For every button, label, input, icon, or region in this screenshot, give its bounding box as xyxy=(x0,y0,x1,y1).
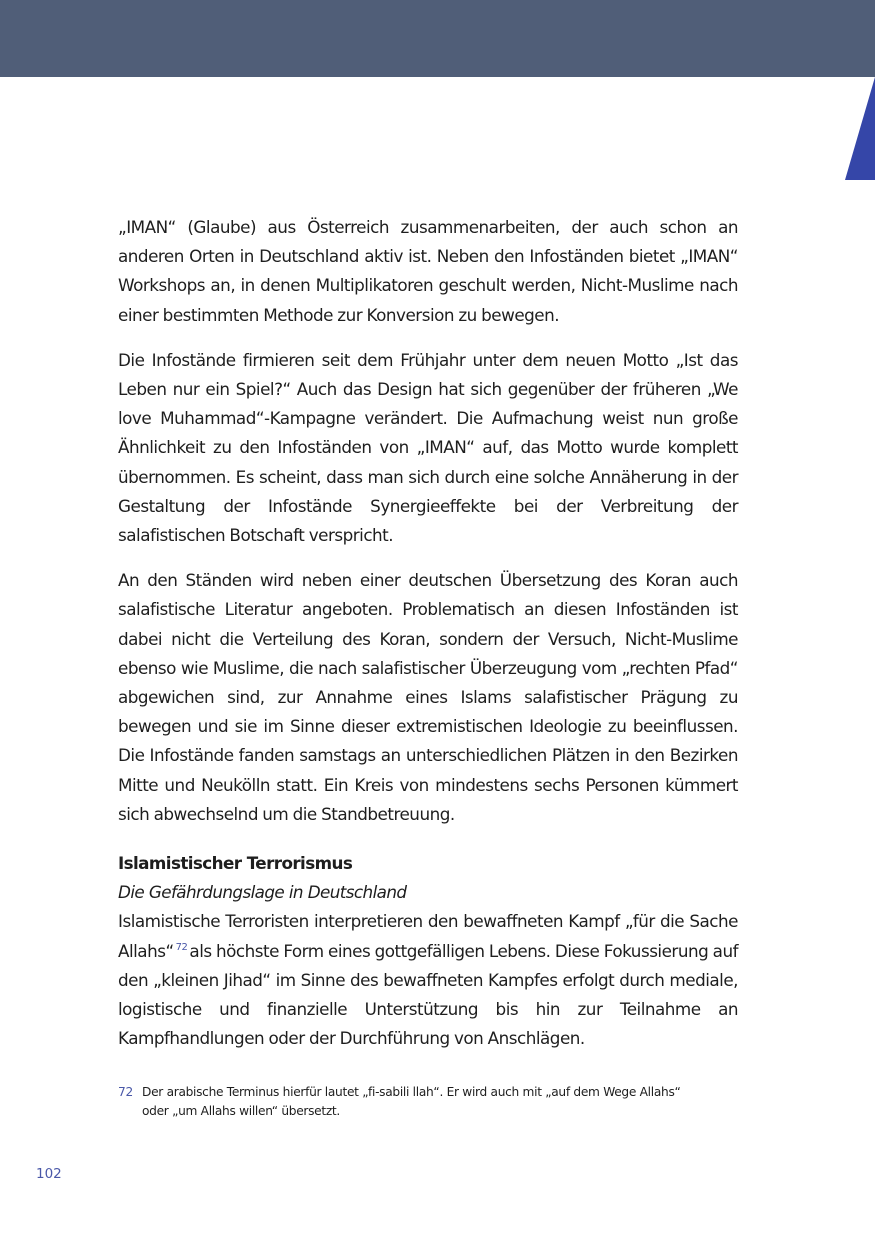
corner-tab xyxy=(845,77,875,180)
footnote-line-1 xyxy=(118,1083,738,1102)
section-subheading: Die Gefährdungslage in Deutschland xyxy=(118,882,407,903)
footnote-reference[interactable]: 72 xyxy=(175,942,188,954)
paragraph-4-text-after-ref: als höchste Form eines gottgefälligen Lebens. Diese Fokussierung auf den „kleinen Jihad“ im Sinne des bewaffneten Kampfes erfolgt durch mediale, logistische und finanzielle Unterstützung bis hin zur Teilnahme an Kampfhandlungen oder der Durchführung von Anschlägen. xyxy=(118,940,738,1049)
page-number: 102 xyxy=(36,1166,62,1182)
paragraph-4-text-before-ref: Islamistische Terroristen interpretieren den bewaffneten Kampf „für die Sache Allahs“ xyxy=(118,911,738,961)
footnote xyxy=(118,1083,738,1120)
corner-tab-shape xyxy=(845,77,875,180)
paragraph-3: An den Ständen wird neben einer deutschen Übersetzung des Koran auch salafistische Literatur angeboten. Problematisch an diesen Infoständen ist dabei nicht die Verteilung des Koran, sondern der Versuch, Nicht-Muslime ebenso wie Muslime, die nach salafistischer Überzeugung vom „rechten Pfad“ abgewichen sind, zur Annahme eines Islams salafistischer Prägung zu bewegen und sie im Sinne dieser extremistischen Ideologie zu beeinflussen. Die Infostände fanden samstags an unterschiedlichen Plätzen in den Bezirken Mitte und Neukölln statt. Ein Kreis von mindestens sechs Personen kümmert sich abwechselnd um die Standbetreuung. xyxy=(118,570,738,824)
header-band xyxy=(0,0,875,77)
paragraph-2: Die Infostände firmieren seit dem Frühjahr unter dem neuen Motto „Ist das Leben nur ein Spiel?“ Auch das Design hat sich gegenüber der früheren „We love Muhammad“-Kampagne verändert. Die Aufmachung weist nun große Ähnlichkeit zu den Infoständen von „IMAN“ auf, das Motto wurde komplett übernommen. Es scheint, dass man sich durch eine solche Annäherung in der Gestaltung der Infostände Synergieeffekte bei der Verbreitung der salafistischen Botschaft verspricht. xyxy=(118,349,738,546)
paragraph-4 xyxy=(118,907,738,1053)
footnote-text-1: Der arabische Terminus hierfür lautet „fi-sabili llah“. Er wird auch mit „auf dem Wege Allahs“ xyxy=(142,1085,681,1099)
footnote-line-2: oder „um Allahs willen“ übersetzt. xyxy=(142,1103,340,1118)
main-content xyxy=(118,213,738,1069)
paragraph-1: „IMAN“ (Glaube) aus Österreich zusammenarbeiten, der auch schon an anderen Orten in Deutschland aktiv ist. Neben den Infoständen bietet „IMAN“ Workshops an, in denen Multiplikatoren geschult werden, Nicht-Muslime nach einer bestimmten Methode zur Konversion zu bewegen. xyxy=(118,217,738,325)
footnote-number: 72 xyxy=(118,1085,133,1099)
section-heading: Islamistischer Terrorismus xyxy=(118,853,353,874)
